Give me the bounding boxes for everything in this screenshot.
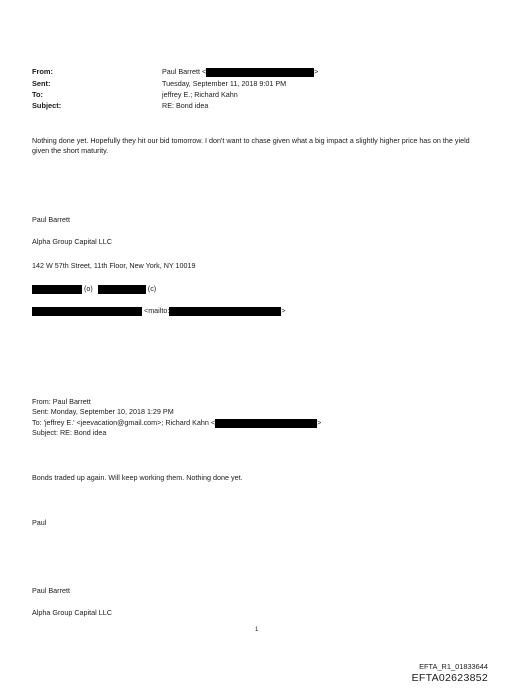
signature-name: Paul Barrett <box>32 215 70 224</box>
cell-phone-tag: (c) <box>147 284 157 293</box>
quoted-signature-name: Paul Barrett <box>32 586 70 595</box>
page-number: 1 <box>255 627 259 633</box>
message-body: Nothing done yet. Hopefully they hit our bid tomorrow. I don't want to chase given what a big impact a slightly higher price has on the yield given the short maturity. <box>32 136 470 155</box>
from-value <box>162 67 318 77</box>
redaction-block <box>215 419 317 428</box>
quoted-to-prefix: To: 'jeffrey E.' <jeevacation@gmail.com>; Richard Kahn < <box>32 418 216 427</box>
quoted-to <box>32 418 321 428</box>
quoted-signoff: Paul <box>32 518 47 527</box>
from-name: Paul Barrett < <box>162 67 207 76</box>
signature-phones <box>32 284 156 294</box>
redaction-block <box>98 285 146 294</box>
redaction-block <box>206 68 314 77</box>
quoted-sent: Sent: Monday, September 10, 2018 1:29 PM <box>32 407 174 416</box>
redaction-block <box>32 307 142 316</box>
subject-value: RE: Bond idea <box>162 101 209 110</box>
from-close: > <box>314 67 319 76</box>
to-value: jeffrey E.; Richard Kahn <box>162 90 238 99</box>
redaction-block <box>169 307 281 316</box>
redaction-block <box>32 285 82 294</box>
mailto-close: > <box>281 306 286 315</box>
sent-label: Sent: <box>32 79 51 88</box>
sent-value: Tuesday, September 11, 2018 9:01 PM <box>162 79 287 88</box>
to-label: To: <box>32 90 43 99</box>
subject-label: Subject: <box>32 101 62 110</box>
quoted-to-close: > <box>317 418 322 427</box>
office-phone-tag: (o) <box>84 284 93 293</box>
footer-id-primary: EFTA_R1_01833644 <box>419 662 488 671</box>
footer-id-secondary: EFTA02623852 <box>411 672 488 684</box>
quoted-subject: Subject: RE: Bond idea <box>32 428 107 437</box>
from-label: From: <box>32 67 53 76</box>
signature-company: Alpha Group Capital LLC <box>32 237 112 246</box>
signature-address: 142 W 57th Street, 11th Floor, New York, NY 10019 <box>32 261 196 270</box>
quoted-from: From: Paul Barrett <box>32 397 91 406</box>
mailto-prefix: <mailto: <box>144 306 170 315</box>
signature-email <box>32 306 286 316</box>
quoted-signature-company: Alpha Group Capital LLC <box>32 608 112 617</box>
quoted-body: Bonds traded up again. Will keep working them. Nothing done yet. <box>32 473 243 482</box>
